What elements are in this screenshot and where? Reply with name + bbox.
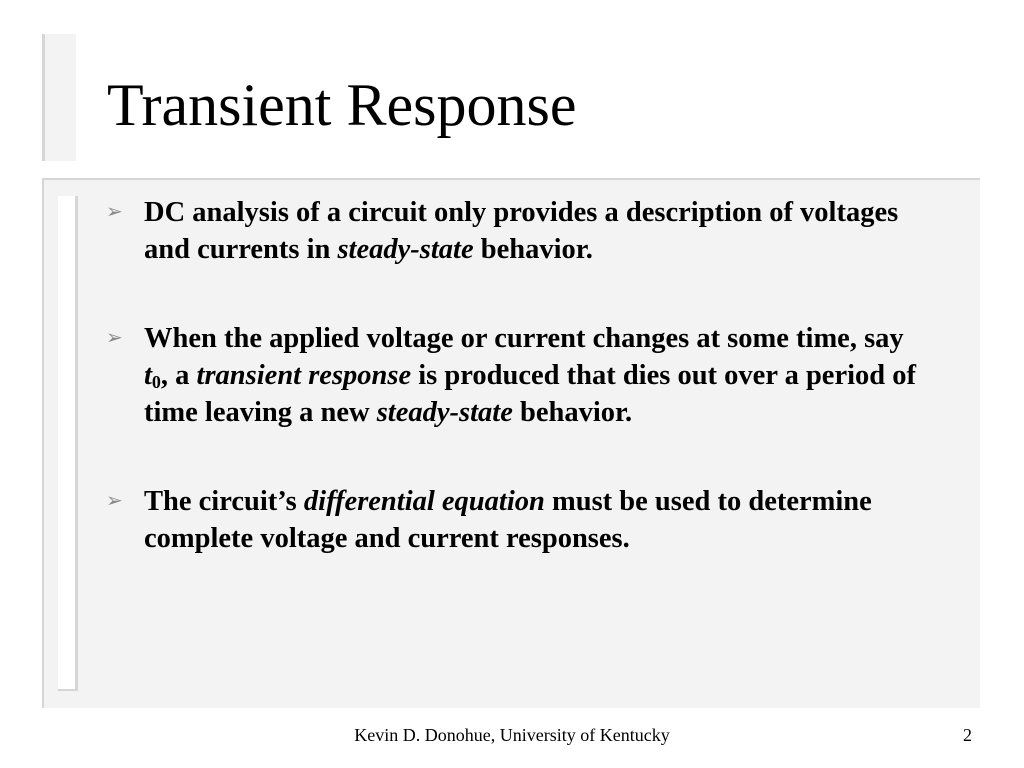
page-number: 2 [963, 725, 972, 745]
text-run: behavior. [473, 234, 593, 265]
bullet-item [100, 194, 930, 268]
text-run: , a [160, 360, 197, 391]
content-decoration-bar [58, 196, 78, 691]
emphasized-term: steady-state [337, 234, 474, 265]
bullet-arrow-icon: ➢ [106, 201, 123, 223]
slide-title: Transient Response [107, 72, 577, 138]
text-run: The circuit’s [144, 486, 304, 517]
bullet-arrow-icon: ➢ [106, 490, 123, 512]
text-run: must be used to determine complete voltage and current responses. [144, 486, 872, 554]
text-run: When the applied voltage or current changes at some time, say [144, 323, 904, 354]
text-run: behavior. [512, 397, 633, 428]
bullet-arrow-icon: ➢ [106, 327, 123, 349]
footer-author: Kevin D. Donohue, University of Kentucky [354, 725, 670, 745]
bullet-item [100, 320, 930, 431]
emphasized-term: differential equation [303, 486, 545, 517]
text-run: is produced that dies out over a period of time leaving a new [144, 360, 916, 428]
bullet-text [144, 197, 898, 265]
bullet-item [100, 483, 930, 557]
emphasized-term: steady-state [376, 397, 513, 428]
title-decoration-bar [42, 34, 76, 161]
bullet-text [144, 486, 872, 554]
bullet-list [100, 194, 930, 609]
bullet-text [144, 323, 916, 428]
text-run: DC analysis of a circuit only provides a description of voltages and currents in [144, 197, 899, 265]
emphasized-term: t [144, 360, 152, 391]
emphasized-term: transient response [196, 360, 412, 391]
subscript: 0 [151, 372, 161, 392]
